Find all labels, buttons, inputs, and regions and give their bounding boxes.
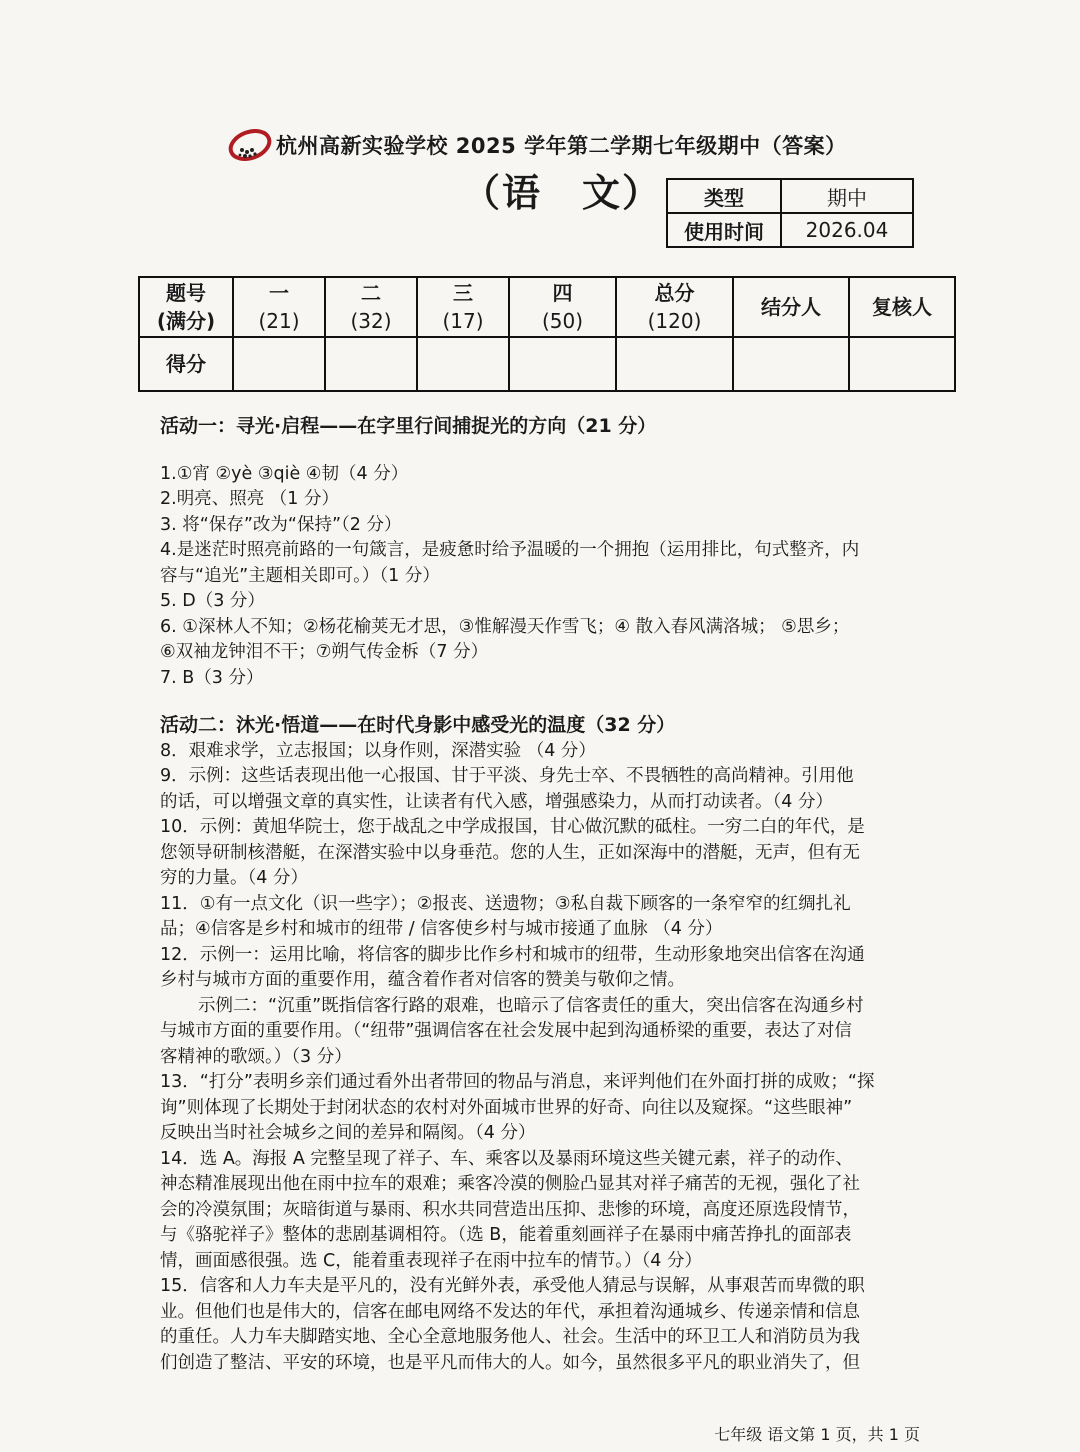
subject-title: （语 文）	[462, 171, 663, 215]
meta-key: 类型	[667, 179, 781, 213]
meta-row	[667, 179, 913, 213]
column-number: 一	[269, 281, 289, 305]
column-header-cell	[509, 277, 616, 337]
answer-line: 的重任。人力车夫脚踏实地、全心全意地服务他人、社会。生活中的环卫工人和消防员为我	[160, 1327, 860, 1347]
header-label-line: 题号	[166, 281, 206, 305]
column-header-cell	[417, 277, 509, 337]
answer-line: 客精神的歌颂。）（3 分）	[160, 1046, 352, 1067]
score-cell[interactable]	[616, 337, 733, 391]
page-footer: 七年级 语文第 1 页，共 1 页	[714, 1425, 920, 1444]
answer-line: 1.①宵 ②yè ③qiè ④韧（4 分）	[160, 463, 409, 484]
answer-line: 容与“追光”主题相关即可。）（1 分）	[160, 565, 440, 586]
score-cell[interactable]	[325, 337, 417, 391]
answer-line: 乡村与城市方面的重要作用，蕴含着作者对信客的赞美与敬仰之情。	[160, 970, 685, 990]
answer-line: 14．选 A。海报 A 完整呈现了祥子、车、乘客以及暴雨环境这些关键元素，祥子的动作、	[160, 1148, 853, 1169]
column-max: (50)	[541, 309, 584, 333]
answer-line: 10．示例：黄旭华院士，您于战乱之中学成报国，甘心做沉默的砥柱。一穷二白的年代，是	[160, 817, 865, 837]
answer-line: 神态精准展现出他在雨中拉车的艰难；乘客冷漠的侧脸凸显其对祥子痛苦的无视，强化了社	[160, 1174, 860, 1194]
section-title: 活动一：寻光·启程——在字里行间捕捉光的方向（21 分）	[160, 415, 657, 437]
answer-line: 7. B（3 分）	[160, 667, 264, 688]
column-max: (21)	[258, 309, 300, 333]
answer-line: 3. 将“保存”改为“保持”（2 分）	[160, 514, 402, 535]
section-title: 活动二：沐光·悟道——在时代身影中感受光的温度（32 分）	[160, 714, 676, 736]
score-cell[interactable]	[849, 337, 955, 391]
answer-line: 品；④信客是乡村和城市的纽带 / 信客使乡村与城市接通了血脉 （4 分）	[160, 919, 723, 939]
answer-line: 反映出当时社会城乡之间的差异和隔阂。（4 分）	[160, 1123, 536, 1143]
answer-line: 会的冷漠氛围；灰暗街道与暴雨、积水共同营造出压抑、悲惨的环境，高度还原选段情节，	[160, 1199, 860, 1220]
meta-key: 使用时间	[667, 213, 781, 247]
answer-line: 您领导研制核潜艇，在深潜实验中以身垂范。您的人生，正如深海中的潜艇，无声，但有无	[160, 842, 860, 863]
answer-line: 8．艰难求学，立志报国；以身作则，深潜实验 （4 分）	[160, 740, 596, 761]
answer-line: 5. D（3 分）	[160, 591, 265, 611]
page-title: 杭州高新实验学校 2025 学年第二学期七年级期中（答案）	[276, 134, 847, 158]
score-cell[interactable]	[233, 337, 325, 391]
score-cell[interactable]	[733, 337, 849, 391]
answer-line: 们创造了整洁、平安的环境，也是平凡而伟大的人。如今，虽然很多平凡的职业消失了，但	[160, 1352, 860, 1373]
column-header-cell	[325, 277, 417, 337]
answer-line: 6. ①深林人不知；②杨花榆荚无才思，③惟解漫天作雪飞；④ 散入春风满洛城； ⑤思乡；	[160, 616, 850, 637]
answer-line: 与城市方面的重要作用。（“纽带”强调信客在社会发展中起到沟通桥梁的重要，表达了对信	[160, 1021, 852, 1041]
meta-row	[667, 213, 913, 247]
answer-line: 询”则体现了长期处于封闭状态的农村对外面城市世界的好奇、向往以及窥探。“这些眼神”	[160, 1097, 853, 1118]
answer-line: 12．示例一：运用比喻，将信客的脚步比作乡村和城市的纽带，生动形象地突出信客在沟通	[160, 944, 865, 965]
header-label-line: (满分)	[156, 309, 216, 333]
meta-table	[666, 178, 914, 248]
answer-line: 4.是迷茫时照亮前路的一句箴言，是疲惫时给予温暖的一个拥抱（运用排比，句式整齐，内	[160, 540, 860, 560]
column-max: (120)	[647, 309, 702, 333]
answer-line: 与《骆驼祥子》整体的悲剧基调相符。（选 B，能着重刻画祥子在暴雨中痛苦挣扎的面部表	[160, 1225, 852, 1245]
meta-value: 期中	[781, 179, 913, 213]
column-header-cell	[233, 277, 325, 337]
answer-line: ⑥双袖龙钟泪不干；⑦朔气传金柝（7 分）	[160, 642, 489, 662]
answer-line: 9．示例：这些话表现出他一心报国、甘于平淡、身先士卒、不畏牺牲的高尚精神。引用他	[160, 766, 854, 786]
reviewer-header: 复核人	[849, 277, 955, 337]
score-header-row	[139, 277, 955, 337]
meta-value: 2026.04	[781, 213, 913, 247]
answer-line: 穷的力量。（4 分）	[160, 868, 308, 888]
column-number: 总分	[654, 281, 695, 305]
score-row	[139, 337, 955, 391]
scorer-header: 结分人	[733, 277, 849, 337]
score-cell[interactable]	[417, 337, 509, 391]
score-cell[interactable]	[509, 337, 616, 391]
column-header-cell	[616, 277, 733, 337]
answer-content	[160, 414, 922, 1376]
answer-line: 2.明亮、照亮 （1 分）	[160, 489, 339, 509]
header	[228, 126, 847, 164]
school-logo-icon	[228, 126, 272, 164]
answer-line: 15．信客和人力车夫是平凡的，没有光鲜外表，承受他人猜忌与误解，从事艰苦而卑微的职	[160, 1276, 865, 1296]
answer-line: 情，画面感很强。选 C，能着重表现祥子在雨中拉车的情节。）（4 分）	[160, 1250, 702, 1271]
column-max: (32)	[350, 309, 392, 333]
answer-line: 业。但他们也是伟大的，信客在邮电网络不发达的年代，承担着沟通城乡、传递亲情和信息	[160, 1301, 860, 1322]
answer-line: 11．①有一点文化（识一些字）；②报丧、送遗物；③私自裁下顾客的一条窄窄的红绸扎礼	[160, 893, 851, 914]
answer-line: 示例二：“沉重”既指信客行路的艰难，也暗示了信客责任的重大，突出信客在沟通乡村	[198, 995, 864, 1016]
column-number: 四	[552, 281, 573, 305]
column-max: (17)	[442, 309, 484, 333]
header-label-cell	[139, 277, 233, 337]
column-number: 二	[361, 281, 381, 305]
answer-line: 的话，可以增强文章的真实性，让读者有代入感，增强感染力，从而打动读者。（4 分）	[160, 791, 833, 812]
answer-line: 13．“打分”表明乡亲们通过看外出者带回的物品与消息，来评判他们在外面打拼的成败；“探	[160, 1072, 875, 1092]
column-number: 三	[453, 281, 473, 305]
score-label: 得分	[139, 337, 233, 391]
score-table	[138, 276, 956, 392]
